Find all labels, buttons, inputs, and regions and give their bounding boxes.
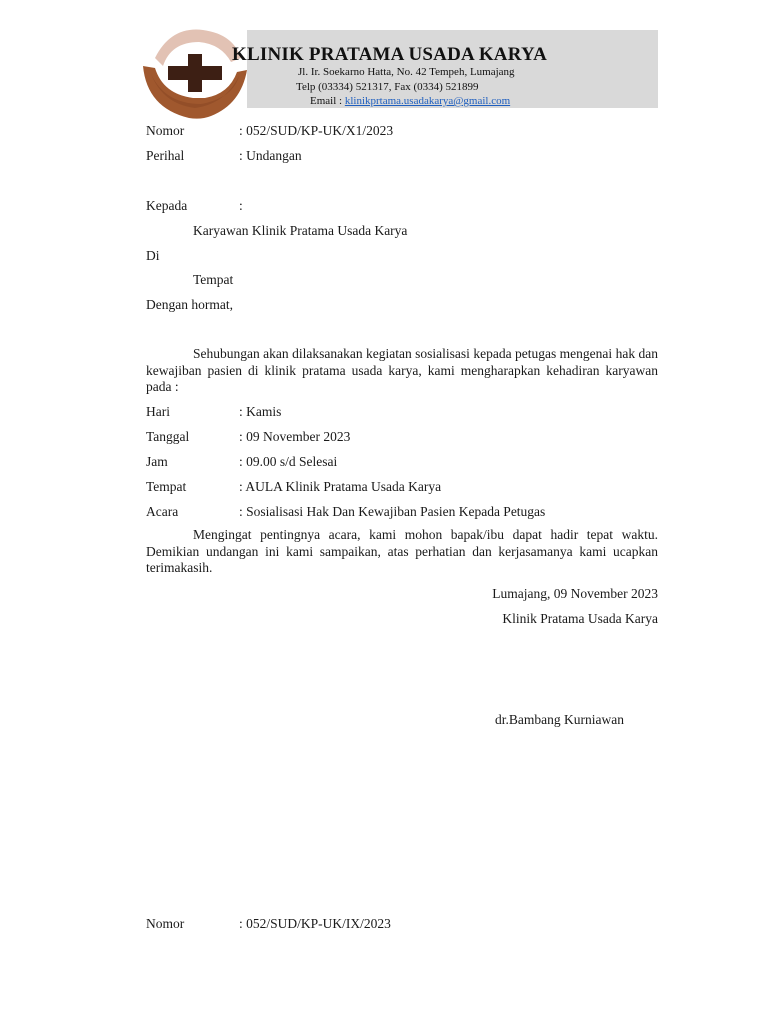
perihal-label: Perihal [146, 148, 185, 163]
detail-hari-value: : Kamis [239, 404, 282, 419]
detail-acara-label: Acara [146, 504, 179, 519]
signer-organization: Klinik Pratama Usada Karya [502, 611, 658, 626]
closing-paragraph [146, 527, 658, 577]
kepada-label: Kepada [146, 198, 188, 213]
intro-text: Sehubungan akan dilaksanakan kegiatan sosialisasi kepada petugas mengenai hak dan kewajiban pasien di klinik pratama usada karya, kami mengharapkan kehadiran karyawan pada : [146, 346, 658, 394]
detail-acara-value: : Sosialisasi Hak Dan Kewajiban Pasien Kepada Petugas [239, 504, 546, 519]
next-nomor-value: : 052/SUD/KP-UK/IX/2023 [239, 916, 391, 931]
email-link[interactable]: klinikprtama.usadakarya@gmail.com [344, 95, 511, 107]
detail-tanggal-value: : 09 November 2023 [239, 429, 351, 444]
clinic-logo [141, 28, 249, 120]
nomor-value: : 052/SUD/KP-UK/X1/2023 [239, 123, 394, 138]
signer-name: dr.Bambang Kurniawan [495, 712, 624, 727]
clinic-phone: Telp (03334) 521317, Fax (0334) 521899 [296, 81, 479, 93]
detail-tempat-label: Tempat [146, 479, 187, 494]
intro-paragraph [146, 346, 658, 396]
di-label: Di [146, 248, 160, 263]
clinic-address: Jl. Ir. Soekarno Hatta, No. 42 Tempeh, Lumajang [298, 66, 515, 78]
clinic-name: KLINIK PRATAMA USADA KARYA [232, 44, 548, 65]
clinic-email-line [310, 95, 510, 108]
detail-tempat-value: : AULA Klinik Pratama Usada Karya [239, 479, 442, 494]
greeting: Dengan hormat, [146, 297, 233, 312]
detail-jam-label: Jam [146, 454, 168, 469]
email-label: Email : [310, 95, 345, 107]
nomor-label: Nomor [146, 123, 185, 138]
kepada-colon: : [239, 198, 243, 213]
closing-text: Mengingat pentingnya acara, kami mohon bapak/ibu dapat hadir tepat waktu. Demikian undangan ini kami sampaikan, atas perhatian dan kerjasamanya kami ucapkan terimakasih. [146, 527, 658, 575]
perihal-value: : Undangan [239, 148, 302, 163]
place-date: Lumajang, 09 November 2023 [492, 586, 658, 601]
next-nomor-label: Nomor [146, 916, 185, 931]
detail-jam-value: : 09.00 s/d Selesai [239, 454, 338, 469]
recipient: Karyawan Klinik Pratama Usada Karya [193, 223, 408, 238]
detail-hari-label: Hari [146, 404, 170, 419]
detail-tanggal-label: Tanggal [146, 429, 190, 444]
recipient-place: Tempat [193, 272, 234, 287]
